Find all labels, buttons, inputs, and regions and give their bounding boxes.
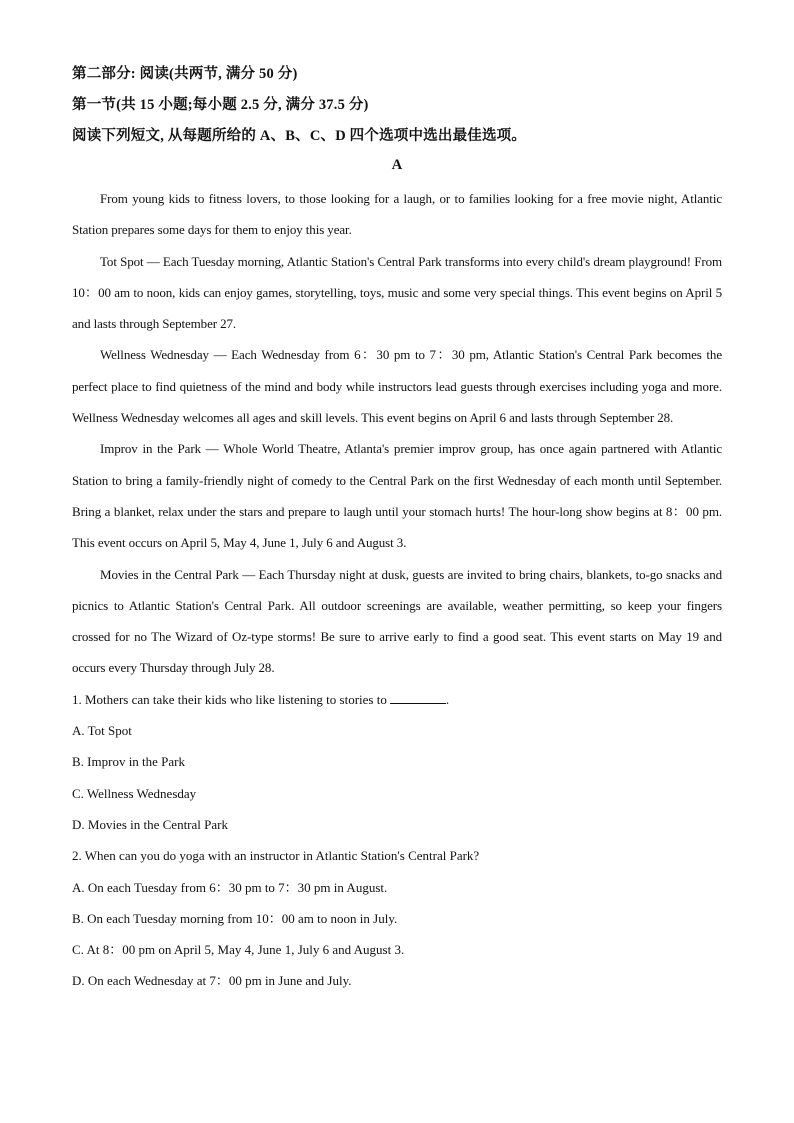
question-1-stem-end: . bbox=[445, 691, 450, 707]
question-2-option-b: B. On each Tuesday morning from 10：00 am to noon in July. bbox=[72, 910, 398, 926]
passage-paragraph-tot-spot: Tot Spot — Each Tuesday morning, Atlantic Station's Central Park transforms into every child's dream playground! From 10：00 am to noon, kids can enjoy games, storytelling, toys, music and some very special things. This event begins on April 5 and lasts through September 27. bbox=[72, 253, 722, 332]
question-1-option-d: D. Movies in the Central Park bbox=[72, 816, 228, 832]
question-2-option-a: A. On each Tuesday from 6：30 pm to 7：30 pm in August. bbox=[72, 879, 388, 895]
section-heading: 第一节(共 15 小题;每小题 2.5 分, 满分 37.5 分) bbox=[72, 97, 369, 113]
part-heading: 第二部分: 阅读(共两节, 满分 50 分) bbox=[72, 66, 298, 82]
question-1-option-a: A. Tot Spot bbox=[72, 723, 132, 739]
question-2-stem: 2. When can you do yoga with an instructor in Atlantic Station's Central Park? bbox=[72, 848, 480, 864]
question-2-option-c: C. At 8：00 pm on April 5, May 4, June 1, July 6 and August 3. bbox=[72, 942, 405, 958]
question-1-option-c: C. Wellness Wednesday bbox=[72, 785, 197, 801]
passage-paragraph-improv: Improv in the Park — Whole World Theatre, Atlanta's premier improv group, has once again partnered with Atlantic Station to bring a family-friendly night of comedy to the Central Park on the first Wednesday of each month until September. Bring a blanket, relax under the stars and prepare to laugh until your stomach hurts! The hour-long show begins at 8：00 pm. This event occurs on April 5, May 4, June 1, July 6 and August 3. bbox=[72, 441, 722, 551]
question-1-option-b: B. Improv in the Park bbox=[72, 754, 186, 770]
question-1-stem bbox=[72, 684, 722, 715]
instruction-text: 阅读下列短文, 从每题所给的 A、B、C、D 四个选项中选出最佳选项。 bbox=[72, 128, 527, 144]
question-1-stem-text: 1. Mothers can take their kids who like listening to stories to bbox=[72, 691, 387, 707]
answer-blank bbox=[390, 692, 446, 704]
exam-page bbox=[72, 64, 722, 997]
passage-label: A bbox=[391, 157, 403, 173]
passage-paragraph-movies: Movies in the Central Park — Each Thursday night at dusk, guests are invited to bring chairs, blankets, to-go snacks and picnics to Atlantic Station's Central Park. All outdoor screenings are available, weather permitting, so keep your fingers crossed for no The Wizard of Oz-type storms! Be sure to arrive early to find a good seat. This event starts on May 19 and occurs every Thursday through July 28. bbox=[72, 566, 722, 676]
passage-paragraph-intro: From young kids to fitness lovers, to those looking for a laugh, or to families looking for a free movie night, Atlantic Station prepares some days for them to enjoy this year. bbox=[72, 191, 722, 238]
passage-paragraph-wellness-wednesday: Wellness Wednesday — Each Wednesday from 6：30 pm to 7：30 pm, Atlantic Station's Central Park becomes the perfect place to find quietness of the mind and body while instructors lead guests through exercises including yoga and more. Wellness Wednesday welcomes all ages and skill levels. This event begins on April 6 and lasts through September 28. bbox=[72, 347, 722, 426]
question-2-option-d: D. On each Wednesday at 7：00 pm in June and July. bbox=[72, 973, 352, 989]
